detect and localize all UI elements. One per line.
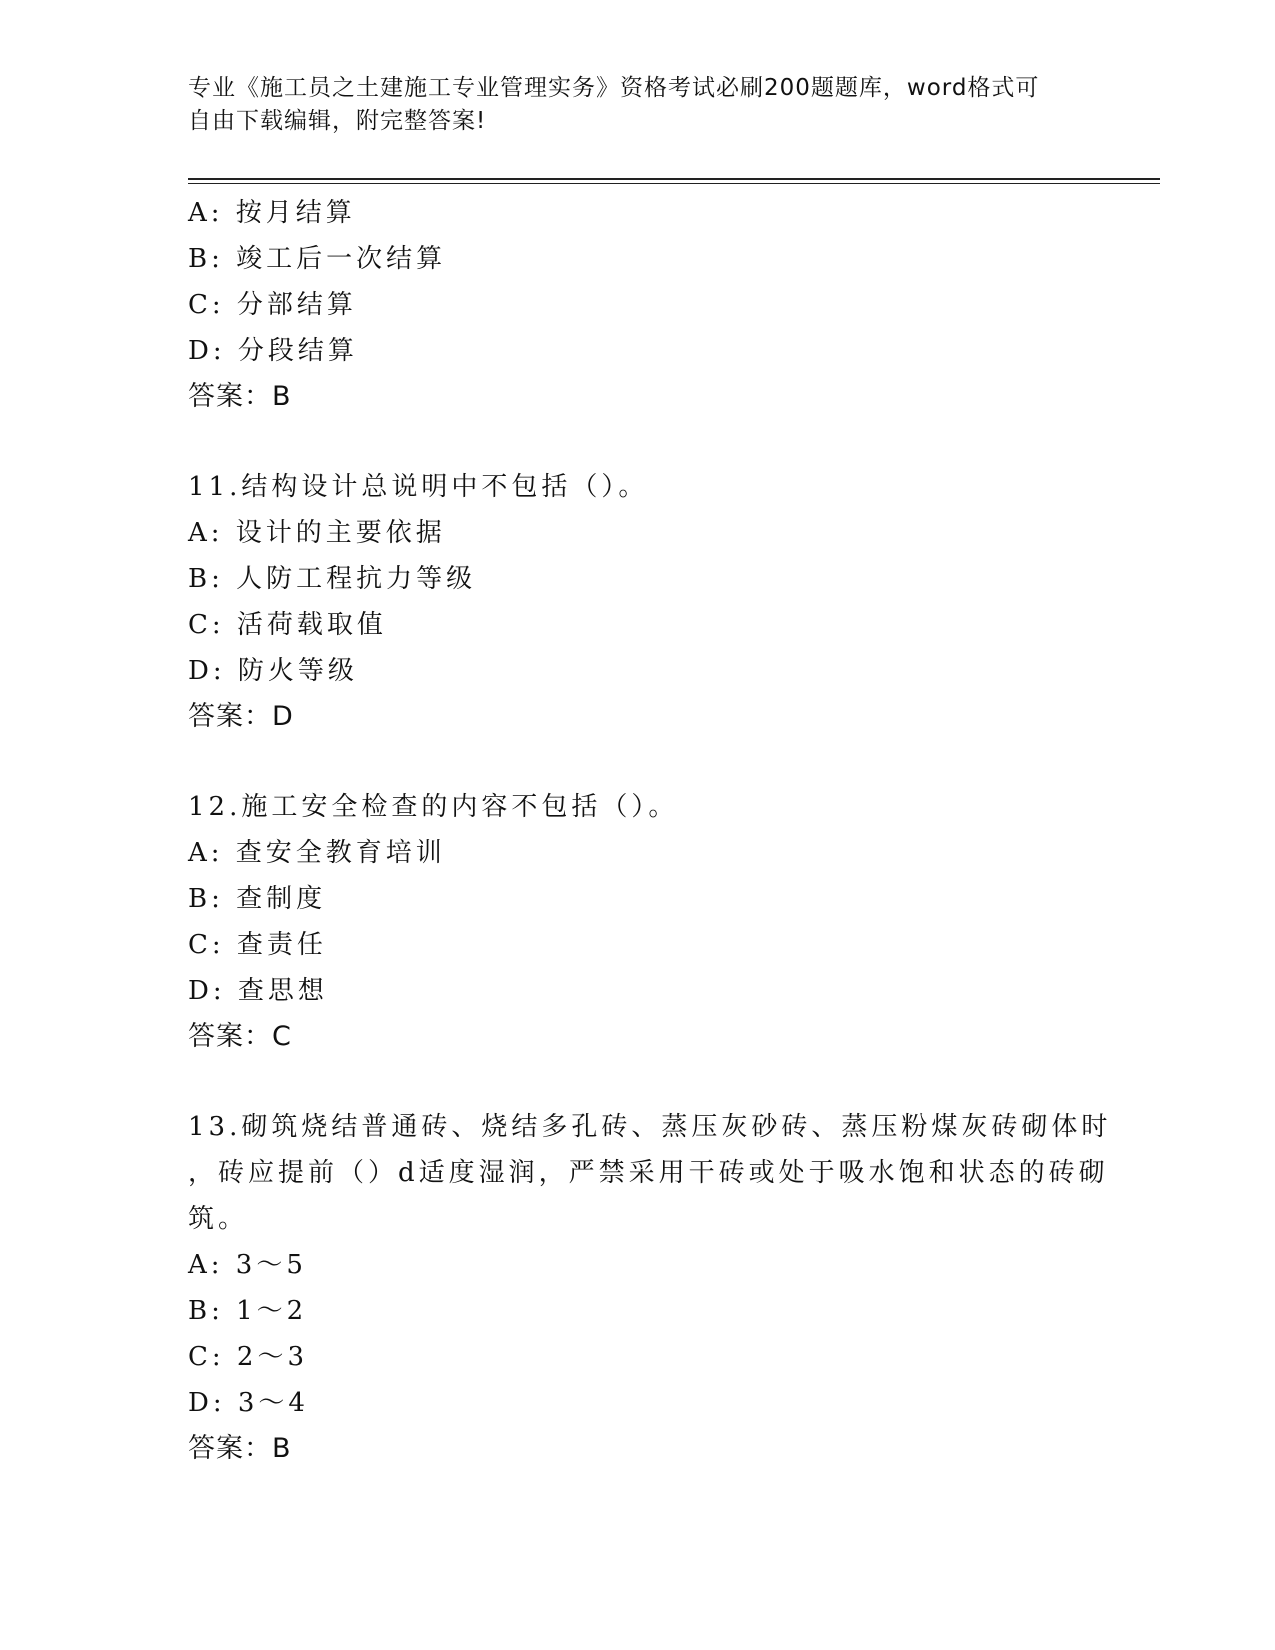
- answer-line: 答案：B: [188, 1433, 292, 1464]
- option-c: C: 分部结算: [188, 290, 357, 320]
- option-a: A: 查安全教育培训: [188, 838, 446, 868]
- header-line-2: 自由下载编辑，附完整答案!: [188, 108, 487, 134]
- spacer: [188, 740, 1088, 784]
- option-a: A: 按月结算: [188, 198, 356, 228]
- question-stem-line-2: ，砖应提前（）d适度湿润，严禁采用干砖或处于吸水饱和状态的砖砌: [188, 1158, 1109, 1188]
- question-list: [188, 190, 1112, 1472]
- spacer: [188, 1060, 1088, 1104]
- document-header: [188, 72, 1068, 138]
- header-divider-thin: [188, 183, 1160, 184]
- answer-line: 答案：B: [188, 381, 292, 412]
- answer-line: 答案：C: [188, 1021, 292, 1052]
- option-a: A: 设计的主要依据: [188, 518, 446, 548]
- header-line-1: 专业《施工员之土建施工专业管理实务》资格考试必刷200题题库，word格式可: [188, 75, 1040, 101]
- question-block-prev: [188, 190, 1088, 420]
- question-stem: 12.施工安全检查的内容不包括（）。: [188, 792, 679, 822]
- header-divider-thick: [188, 178, 1160, 180]
- option-d: D: 分段结算: [188, 336, 358, 366]
- question-stem: 11.结构设计总说明中不包括（）。: [188, 472, 649, 502]
- option-c: C: 活荷载取值: [188, 610, 387, 640]
- question-stem-line-3: 筑。: [188, 1204, 249, 1234]
- option-b: B: 人防工程抗力等级: [188, 564, 477, 594]
- spacer: [188, 420, 1088, 464]
- question-stem-line-1: 13.砌筑烧结普通砖、烧结多孔砖、蒸压灰砂砖、蒸压粉煤灰砖砌体时: [188, 1112, 1112, 1142]
- option-d: D: 防火等级: [188, 656, 358, 686]
- option-c: C: 查责任: [188, 930, 327, 960]
- option-b: B: 1～2: [188, 1296, 308, 1326]
- question-block-13: [188, 1104, 1112, 1472]
- answer-line: 答案：D: [188, 701, 294, 732]
- option-a: A: 3～5: [188, 1250, 307, 1280]
- option-b: B: 查制度: [188, 884, 327, 914]
- option-d: D: 查思想: [188, 976, 328, 1006]
- question-block-12: [188, 784, 1088, 1060]
- option-d: D: 3～4: [188, 1388, 309, 1418]
- option-b: B: 竣工后一次结算: [188, 244, 447, 274]
- option-c: C: 2～3: [188, 1342, 309, 1372]
- question-block-11: [188, 464, 1088, 740]
